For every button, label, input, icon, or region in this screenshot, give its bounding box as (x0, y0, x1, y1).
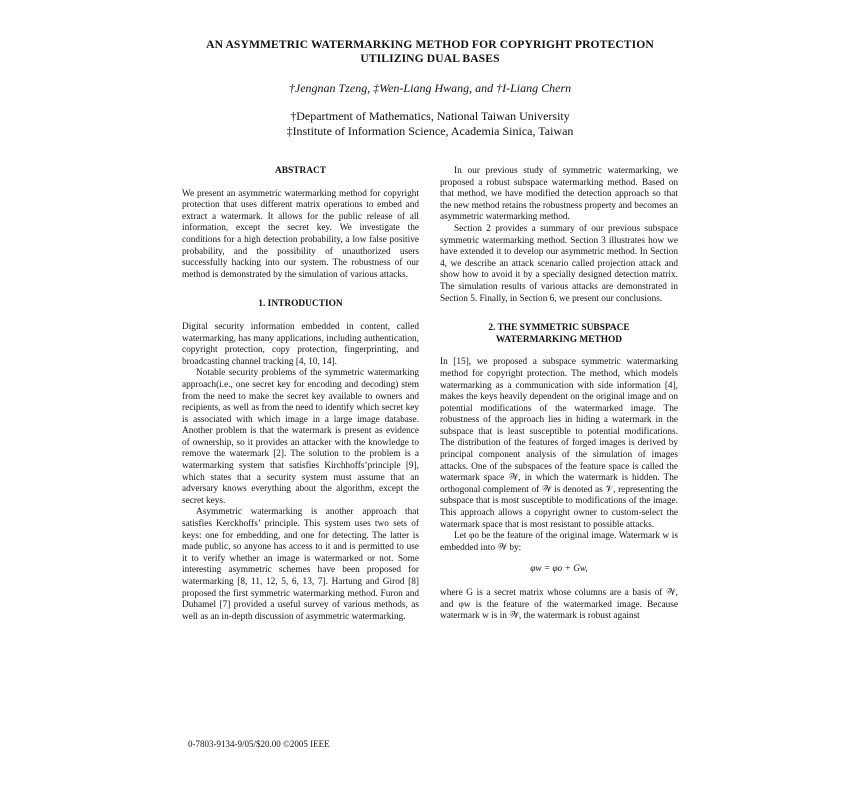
section-2-heading-line-2: WATERMARKING METHOD (495, 334, 623, 345)
paper-title (0, 38, 860, 66)
affiliation-1: †Department of Mathematics, National Taiwan University (290, 109, 570, 123)
intro-paragraph-3: Asymmetric watermarking is another approach that satisfies Kerckhoffs’ principle. This system uses two sets of keys: one for embedding, and one for detecting. The latter is made public, so anyone has access to it and is permitted to use it to verify whether an image is watermarked or not. Some interesting asymmetric schemes have been proposed for watermarking [8, 11, 12, 5, 6, 13, 7]. Hartung and Girod [8] proposed the first symmetric watermarking method. Furon and Duhamel [7] provided a useful survey of various methods, as well as an in-depth discussion of asymmetric watermarking. (182, 507, 419, 622)
title-line-2: UTILIZING DUAL BASES (360, 52, 500, 65)
title-line-1: AN ASYMMETRIC WATERMARKING METHOD FOR COPYRIGHT PROTECTION (206, 38, 654, 51)
copyright-footer: 0-7803-9134-9/05/$20.00 ©2005 IEEE (188, 739, 330, 749)
intro-paragraph-2: Notable security problems of the symmetric watermarking approach(i.e., one secret key for encoding and decoding) stem from the need to make the secret key available to owners and recipients, as well as from the need to identify which secret key is associated with which image in a large image database. Another problem is that the watermark is present as evidence of ownership, so it provides an attacker with the knowledge to remove the watermark [2]. The solution to the problem is a watermarking system that satisfies Kirchhoffs’principle [9], which states that a security system must assume that an adversary knows everything about the algorithm, except the secret keys. (182, 368, 419, 506)
embedding-equation: φw = φo + Gw, (530, 564, 588, 575)
section-2-heading (440, 323, 678, 346)
left-column (182, 166, 419, 623)
right-paragraph-2: Section 2 provides a summary of our previous subspace symmetric watermarking method. Section 3 illustrates how we have extended it to develop our asymmetric method. In Section 4, we describe an attack scenario called projection attack and show how to avoid it by a specially designed detection matrix. The simulation results of various attacks are demonstrated in Section 5. Finally, in Section 6, we present our conclusions. (440, 223, 678, 304)
section-2-paragraph-3: where G is a secret matrix whose columns are a basis of 𝒲, and φw is the feature of the watermarked image. Because watermark w is in 𝒲, the watermark is robust against (440, 588, 678, 622)
right-paragraph-1: In our previous study of symmetric watermarking, we proposed a robust subspace watermarking method. Based on that method, we have modified the detection approach so that the new method retains the robustness property and becomes an asymmetric watermarking method. (440, 166, 678, 223)
author-list: †Jengnan Tzeng, ‡Wen-Liang Hwang, and †I-Liang Chern (288, 81, 572, 95)
right-column (440, 166, 678, 623)
abstract-text: We present an asymmetric watermarking method for copyright protection that uses different matrix operations to embed and extract a watermark. It allows for the public release of all information, except the secret key. We investigate the conditions for a high detection probability, a low false positive probability, and the possibility of unauthorized users successfully hacking into our system. The robustness of our method is demonstrated by the simulation of various attacks. (182, 188, 419, 280)
section-2-paragraph-1: In [15], we proposed a subspace symmetric watermarking method for copyright protection. The method, which models watermarking as a communication with side information [4], makes the keys heavily dependent on the original image and on potential modifications of the watermarked image. The robustness of the approach lies in hiding a watermark in the subspace that is least susceptible to potential modifications. The distribution of the features of forged images is derived by principal component analysis of the simulation of images attacks. One of the subspaces of the feature space is called the watermark space 𝒲, in which the watermark is hidden. The orthogonal complement of 𝒲 is denoted as 𝒱, representing the subspace that is most susceptible to modifications of the image. This approach allows a copyright owner to custom-select the watermark space that is most resistant to possible attacks. (440, 357, 678, 530)
affiliation-2: ‡Institute of Information Science, Academia Sinica, Taiwan (286, 124, 574, 138)
intro-paragraph-1: Digital security information embedded in content, called watermarking, has many applications, including authentication, copyright protection, copy protection, fingerprinting, and broadcasting channel tracking [4, 10, 14]. (182, 321, 419, 367)
section-2-heading-line-1: 2. THE SYMMETRIC SUBSPACE (488, 323, 630, 334)
introduction-heading: 1. INTRODUCTION (258, 299, 343, 310)
affiliations (0, 109, 860, 139)
abstract-heading: ABSTRACT (274, 166, 327, 176)
section-2-paragraph-2: Let φo be the feature of the original image. Watermark w is embedded into 𝒲 by: (440, 531, 678, 553)
